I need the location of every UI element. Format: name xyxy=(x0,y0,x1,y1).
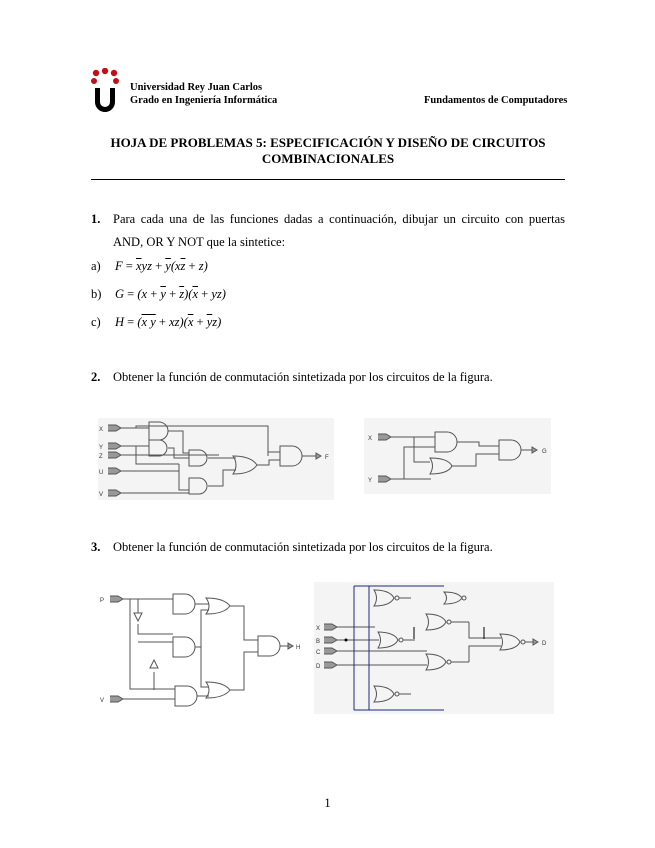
header-degree: Grado en Ingeniería Informática xyxy=(130,95,278,106)
fig2l-input-x: X xyxy=(99,427,104,433)
title-divider xyxy=(91,179,565,180)
university-logo xyxy=(90,68,120,118)
problem2-text: Obtener la función de conmutación sintetizada por los circuitos de la figura. xyxy=(113,370,493,384)
fig2l-input-z: Z xyxy=(99,454,103,460)
fig3r-input-b: B xyxy=(316,639,321,645)
fig2l-input-y: Y xyxy=(99,445,104,451)
item-b-label: b) xyxy=(91,287,102,301)
problem3-number: 3. xyxy=(91,540,101,554)
fig3l-input-v: V xyxy=(100,698,105,704)
item-a-formula: $F = \overline{x}yz + \overline{y}(x\overline{z} + z)$ xyxy=(115,259,208,273)
problem2-number: 2. xyxy=(91,370,101,384)
item-a-label: a) xyxy=(91,259,101,273)
problem1-text-line2: AND, OR Y NOT que la sintetice: xyxy=(113,235,286,249)
header-course: Fundamentos de Computadores xyxy=(424,95,568,106)
item-c-formula: H = (x $y + xz)(\overline{x} + \overline{y}z)$ xyxy=(115,315,222,329)
fig3r-input-c: C xyxy=(316,650,321,656)
page-title xyxy=(90,135,566,167)
problem1-text-line1: Para cada una de las funciones dadas a continuación, dibujar un circuito con puertas xyxy=(113,212,565,226)
fig2r-output-g: G xyxy=(542,449,547,455)
item-c-label: c) xyxy=(91,315,101,329)
fig3r-input-x: X xyxy=(316,626,321,632)
fig2l-input-u: U xyxy=(99,470,104,476)
problem1-number: 1. xyxy=(91,212,101,226)
fig3l-input-p: P xyxy=(100,598,105,604)
problem2-figure-right xyxy=(364,418,551,494)
item-b-lhs: G xyxy=(115,287,125,301)
item-c-lhs: H xyxy=(115,315,125,329)
problem3-figure-right xyxy=(314,582,554,714)
title-line-1: HOJA DE PROBLEMAS 5: ESPECIFICACIÓN Y DISEÑO DE CIRCUITOS xyxy=(110,135,546,150)
fig3r-output: D xyxy=(542,641,547,647)
fig3r-input-d: D xyxy=(316,664,321,670)
problem3-text: Obtener la función de conmutación sintetizada por los circuitos de la figura. xyxy=(113,540,493,554)
item-b-formula: $G = (x + \overline{y} + \overline{z})(\overline{x} + yz)$ xyxy=(115,287,226,301)
problem3-figure-left xyxy=(98,582,304,708)
header-university: Universidad Rey Juan Carlos xyxy=(130,82,263,93)
fig3l-output-h: H xyxy=(296,645,301,651)
problem2-figure-left xyxy=(98,418,334,500)
fig2r-input-y: Y xyxy=(368,478,373,484)
fig2r-input-x: X xyxy=(368,436,373,442)
item-a-lhs: F xyxy=(115,259,123,273)
page-number: 1 xyxy=(324,796,331,810)
title-line-2: COMBINACIONALES xyxy=(261,151,395,166)
fig2l-output-f: F xyxy=(325,455,329,461)
fig2l-input-v: V xyxy=(99,492,104,498)
